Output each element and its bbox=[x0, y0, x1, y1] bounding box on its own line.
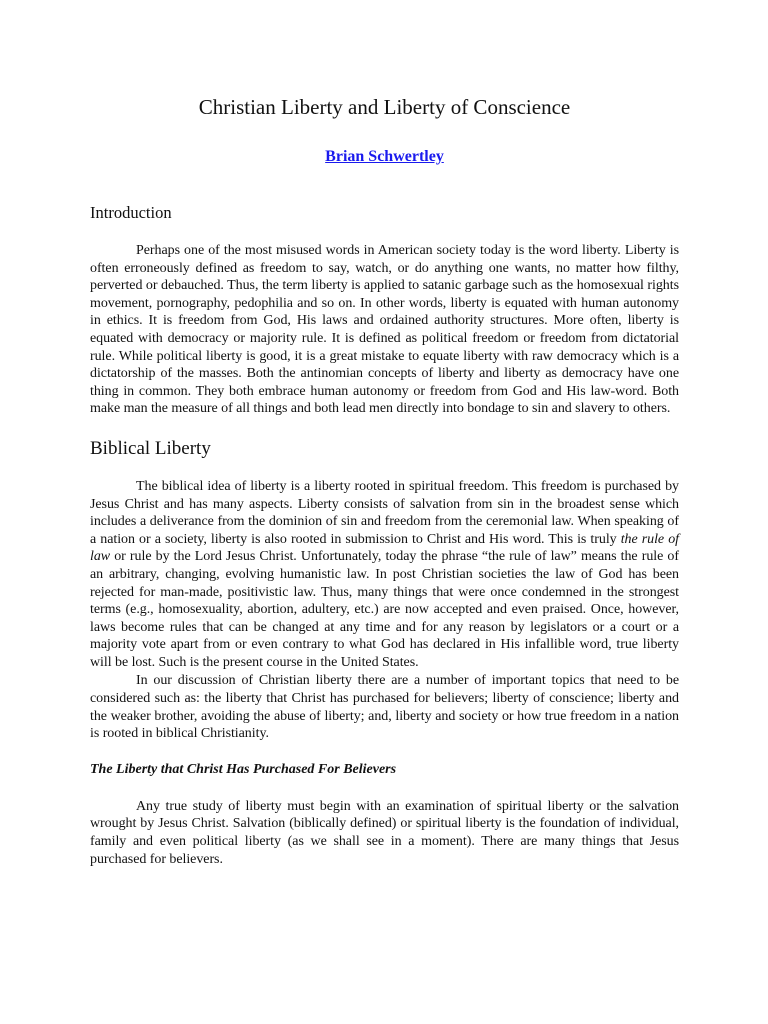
italic-phrase: the rule of law bbox=[90, 531, 679, 565]
biblical-liberty-paragraph-2: In our discussion of Christian liberty there are a number of important topics that need to be considered such as: the liberty that Christ has purchased for believers; liberty of conscience; liberty and the weaker brother, avoiding the abuse of liberty; and, liberty and society or how true freedom in a nation is rooted in biblical Christianity. bbox=[90, 673, 679, 742]
author-line bbox=[90, 146, 679, 168]
intro-paragraph: Perhaps one of the most misused words in American society today is the word liberty. Liberty is often erroneously defined as freedom to say, watch, or do anything one wants, no matter how filthy, perverted or debauched. Thus, the term liberty is applied to satanic garbage such as the homosexual rights movement, pornography, pedophilia and so on. In other words, liberty is equated with human autonomy in ethics. It is freedom from God, His laws and ordained authority structures. More often, liberty is equated with democracy or majority rule. It is defined as political freedom or freedom from dictatorial rule. While political liberty is good, it is a great mistake to equate liberty with raw democracy which is a dictatorship of the masses. Both the antinomian concepts of liberty and liberty as democracy have one thing in common. They both embrace human autonomy or freedom from God and His law-word. Both make man the measure of all things and both lead men directly into bondage to sin and slavery to others. bbox=[90, 243, 679, 417]
biblical-liberty-paragraph-1 bbox=[90, 478, 679, 672]
paragraph-text: or rule by the Lord Jesus Christ. Unfortunately, today the phrase “the rule of law” means the rule of an arbitrary, changing, evolving humanistic law. In post Christian societies the law of God has been rejected for man-made, positivistic law. Thus, many things that were once condemned in the strongest terms (e.g., homosexuality, abortion, adultery, etc.) are now accepted and even praised. Once, however, laws become rules that can be changed at any time and for any reason by legislators or a court or a majority vote apart from or even contrary to what God has declared in His infallible word, true liberty will be lost. Such is the present course in the United States. bbox=[90, 549, 679, 670]
subsection-heading: The Liberty that Christ Has Purchased For Believers bbox=[90, 761, 397, 777]
section-heading-biblical-liberty: Biblical Liberty bbox=[90, 437, 211, 459]
document-title: Christian Liberty and Liberty of Conscience bbox=[198, 95, 571, 119]
author-link[interactable]: Brian Schwertley bbox=[325, 148, 444, 165]
subsection-paragraph-1: Any true study of liberty must begin with an examination of spiritual liberty or the salvation wrought by Jesus Christ. Salvation (biblically defined) or spiritual liberty is the foundation of individual, family and even political liberty (as we shall see in a moment). There are many things that Jesus purchased for believers. bbox=[90, 798, 679, 867]
section-heading-introduction: Introduction bbox=[90, 203, 172, 222]
paragraph-text: The biblical idea of liberty is a liberty rooted in spiritual freedom. This freedom is purchased by Jesus Christ and has many aspects. Liberty consists of salvation from sin in the broadest sense which includes a deliverance from the dominion of sin and freedom from the ceremonial law. When speaking of a nation or a society, liberty is also rooted in submission to Christ and His word. This is truly bbox=[90, 478, 679, 547]
